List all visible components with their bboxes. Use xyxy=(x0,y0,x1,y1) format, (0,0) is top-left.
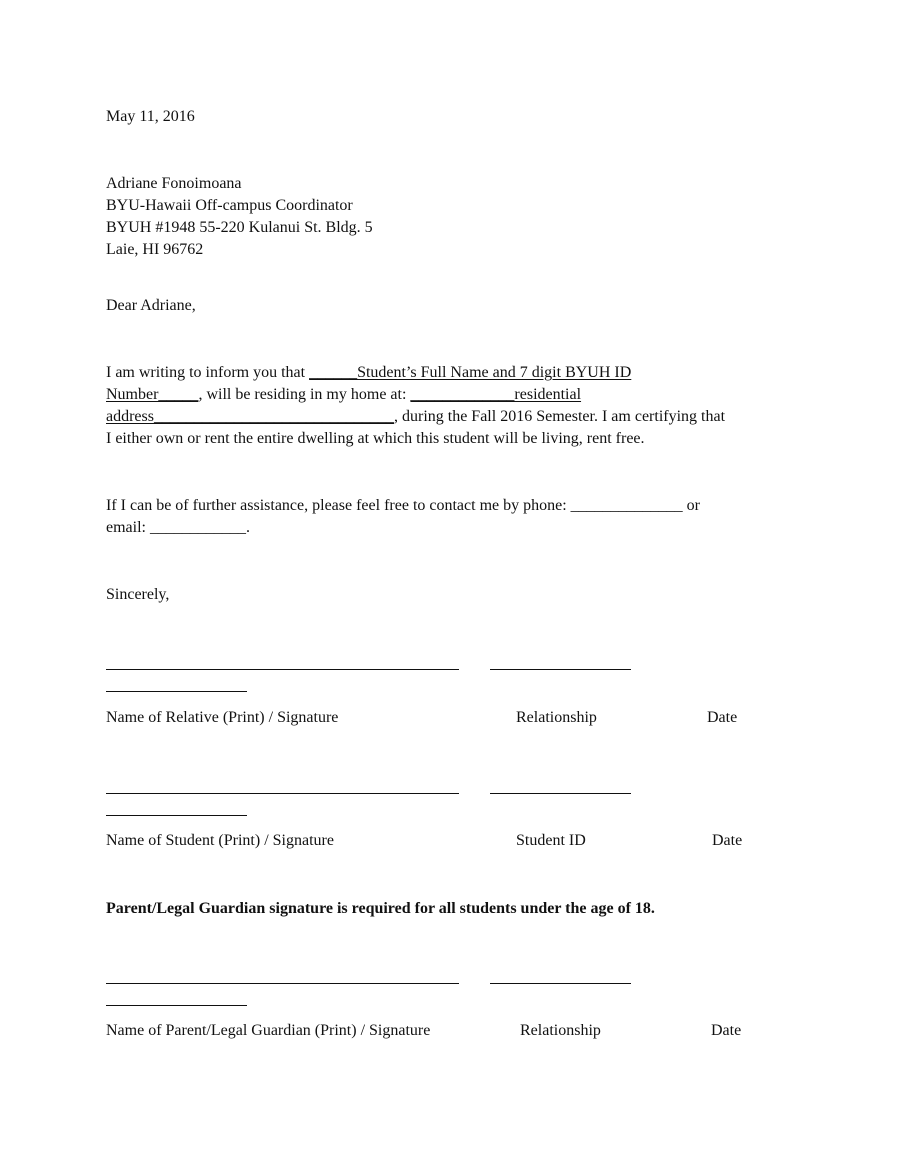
body-paragraph-2-line-1: If I can be of further assistance, please feel free to contact me by phone: ______________ or xyxy=(106,497,700,514)
body-paragraph-1-line-2 xyxy=(106,384,581,406)
recipient-name: Adriane Fonoimoana xyxy=(106,175,242,192)
letter-date: May 11, 2016 xyxy=(106,108,195,125)
relationship-label: Relationship xyxy=(520,1022,601,1039)
student-name-label: Name of Student (Print) / Signature xyxy=(106,832,334,849)
relationship-line xyxy=(490,983,631,984)
body-text: , will be residing in my home at: xyxy=(198,386,411,403)
date-label: Date xyxy=(711,1022,742,1039)
student-name-id-field: ______Student’s Full Name and 7 digit BYUH ID xyxy=(309,364,632,381)
student-id-number-field: Number_____ xyxy=(106,386,199,403)
guardian-name-signature-line xyxy=(106,983,459,984)
salutation: Dear Adriane, xyxy=(106,297,196,314)
body-paragraph-1-line-3 xyxy=(106,406,725,428)
guardian-name-label: Name of Parent/Legal Guardian (Print) / Signature xyxy=(106,1022,431,1039)
guardian-notice: Parent/Legal Guardian signature is required for all students under the age of 18. xyxy=(106,900,655,917)
relationship-label: Relationship xyxy=(516,709,597,726)
student-id-label: Student ID xyxy=(516,832,586,849)
recipient-title: BYU-Hawaii Off-campus Coordinator xyxy=(106,197,353,214)
body-paragraph-2-line-2: email: ____________. xyxy=(106,519,250,536)
body-paragraph-1-line-4: I either own or rent the entire dwelling at which this student will be living, rent free. xyxy=(106,430,645,447)
date-line xyxy=(106,691,247,692)
body-text: , during the Fall 2016 Semester. I am certifying that xyxy=(393,408,726,425)
residential-address-field: _____________residential xyxy=(410,386,582,403)
recipient-address-line-1: BYUH #1948 55-220 Kulanui St. Bldg. 5 xyxy=(106,219,373,236)
date-label: Date xyxy=(707,709,738,726)
closing: Sincerely, xyxy=(106,586,170,603)
relative-name-signature-line xyxy=(106,669,459,670)
address-field: address______________________________ xyxy=(106,408,394,425)
body-paragraph-1-line-1 xyxy=(106,362,631,384)
relative-name-label: Name of Relative (Print) / Signature xyxy=(106,709,339,726)
date-line xyxy=(106,815,247,816)
date-label: Date xyxy=(712,832,743,849)
relationship-line xyxy=(490,669,631,670)
date-line xyxy=(106,1005,247,1006)
body-text: I am writing to inform you that xyxy=(106,364,310,381)
recipient-address-line-2: Laie, HI 96762 xyxy=(106,241,204,258)
student-name-signature-line xyxy=(106,793,459,794)
student-id-line xyxy=(490,793,631,794)
